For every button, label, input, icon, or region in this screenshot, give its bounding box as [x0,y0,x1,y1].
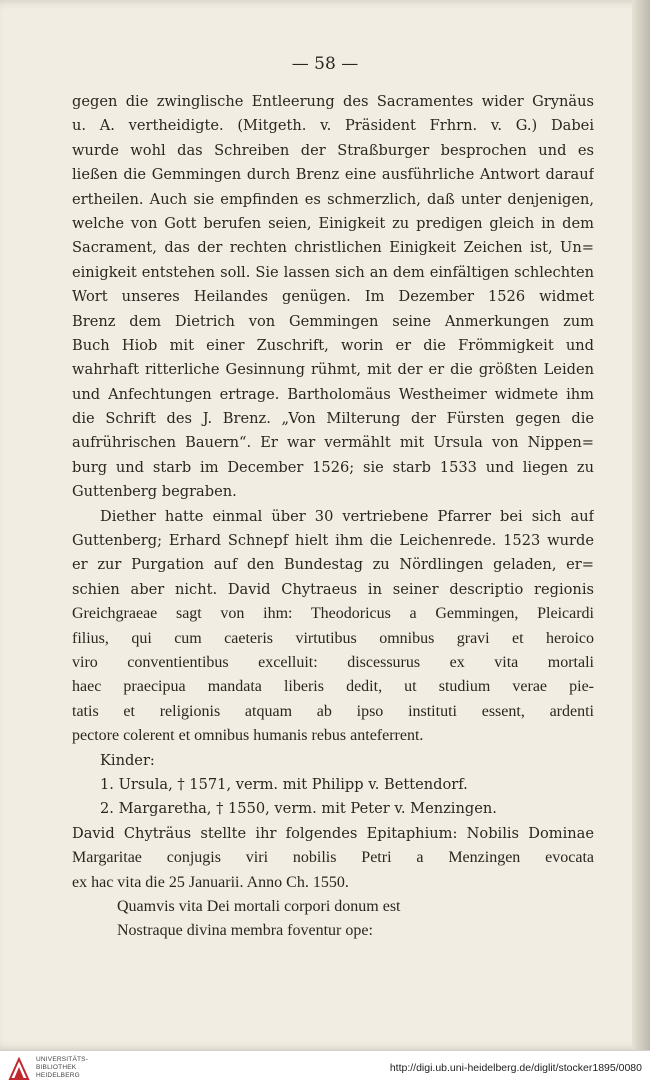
logo-text-line: BIBLIOTHEK [36,1064,77,1071]
verse-line: Quamvis vita Dei mortali corpori donum est [117,897,401,915]
text-line: und Anfechtungen ertrage. Bartholomäus Westheimer widmete ihm [72,385,594,403]
text-line: er zur Purgation auf den Bundestag zu Nördlingen geladen, er= [72,556,594,574]
latin-line: Greichgraeae sagt von ihm: Theodoricus a Gemmingen, Pleicardi [72,605,594,623]
text-line: ertheilen. Auch sie empfinden es schmerzlich, daß unter denjenigen, [72,190,594,208]
text-line: David Chyträus stellte ihr folgendes Epitaphium: Nobilis Dominae [72,824,594,842]
page-number: — 58 — [291,54,359,74]
text-line: burg und starb im December 1526; sie starb 1533 und liegen zu [72,458,594,476]
text-line: einigkeit entstehen soll. Sie lassen sich an dem einfältigen schlechten [72,263,594,281]
page-edge-shadow [632,0,650,1050]
page-body [72,90,594,944]
library-logo-icon[interactable] [8,1057,30,1081]
list-item: 1. Ursula, † 1571, verm. mit Philipp v. Bettendorf. [100,775,468,793]
latin-line: tatis et religionis atquam ab ipso instituti essent, ardenti [72,702,594,720]
text-line: Brenz dem Dietrich von Gemmingen seine Anmerkungen zum [72,312,594,330]
text-line: Sacrament, das der rechten christlichen Einigkeit Zeichen ist, Un= [72,239,594,257]
footer-bar [0,1050,650,1087]
library-logo-text [36,1056,88,1080]
text-line: welche von Gott berufen seien, Einigkeit zu predigen gleich in dem [72,214,594,232]
text-line: die Schrift des J. Brenz. „Von Milterung der Fürsten gegen die [72,410,594,428]
text-line: schien aber nicht. David Chytraeus in seiner descriptio regionis [72,580,594,598]
latin-line: haec praecipua mandata liberis dedit, ut studium verae pie- [72,678,594,696]
text-line: ließen die Gemmingen durch Brenz eine ausführliche Antwort darauf [72,166,594,184]
logo-text-line: UNIVERSITÄTS- [36,1056,89,1063]
text-line: wurde wohl das Schreiben der Straßburger besprochen und es [72,141,594,159]
text-line: u. A. vertheidigte. (Mitgeth. v. Präsident Frhrn. v. G.) Dabei [72,117,594,135]
latin-line: Margaritae conjugis viri nobilis Petri a Menzingen evocata [72,849,594,867]
text-line: Wort unseres Heilandes genügen. Im Dezember 1526 widmet [72,288,594,306]
logo-text-line: HEIDELBERG [36,1072,80,1079]
text-line: aufrührischen Bauern“. Er war vermählt mit Ursula von Nippen= [72,434,594,452]
list-item: 2. Margaretha, † 1550, verm. mit Peter v. Menzingen. [100,800,497,818]
text-line: Guttenberg begraben. [72,483,237,501]
section-heading-kinder: Kinder: [100,751,155,769]
latin-line: viro conventientibus excelluit: discessurus ex vita mortali [72,653,594,671]
text-line: wahrhaft ritterliche Gesinnung rühmt, mit der er die größten Leiden [72,361,594,379]
text-line: Buch Hiob mit einer Zuschrift, worin er die Frömmigkeit und [72,336,594,354]
paragraph-start-line: Diether hatte einmal über 30 vertriebene Pfarrer bei sich auf [100,507,594,525]
latin-line: filius, qui cum caeteris virtutibus omnibus gravi et heroico [72,629,594,647]
verse-line: Nostraque divina membra foventur ope: [117,922,373,940]
text-line: Guttenberg; Erhard Schnepf hielt ihm die Leichenrede. 1523 wurde [72,532,594,550]
text-line: gegen die zwinglische Entleerung des Sacramentes wider Grynäus [72,93,594,110]
latin-line: ex hac vita die 25 Januarii. Anno Ch. 1550. [72,873,349,891]
source-url-link[interactable]: http://digi.ub.uni-heidelberg.de/diglit/stocker1895/0080 [389,1062,642,1074]
latin-line: pectore colerent et omnibus humanis rebus anteferrent. [72,727,424,745]
